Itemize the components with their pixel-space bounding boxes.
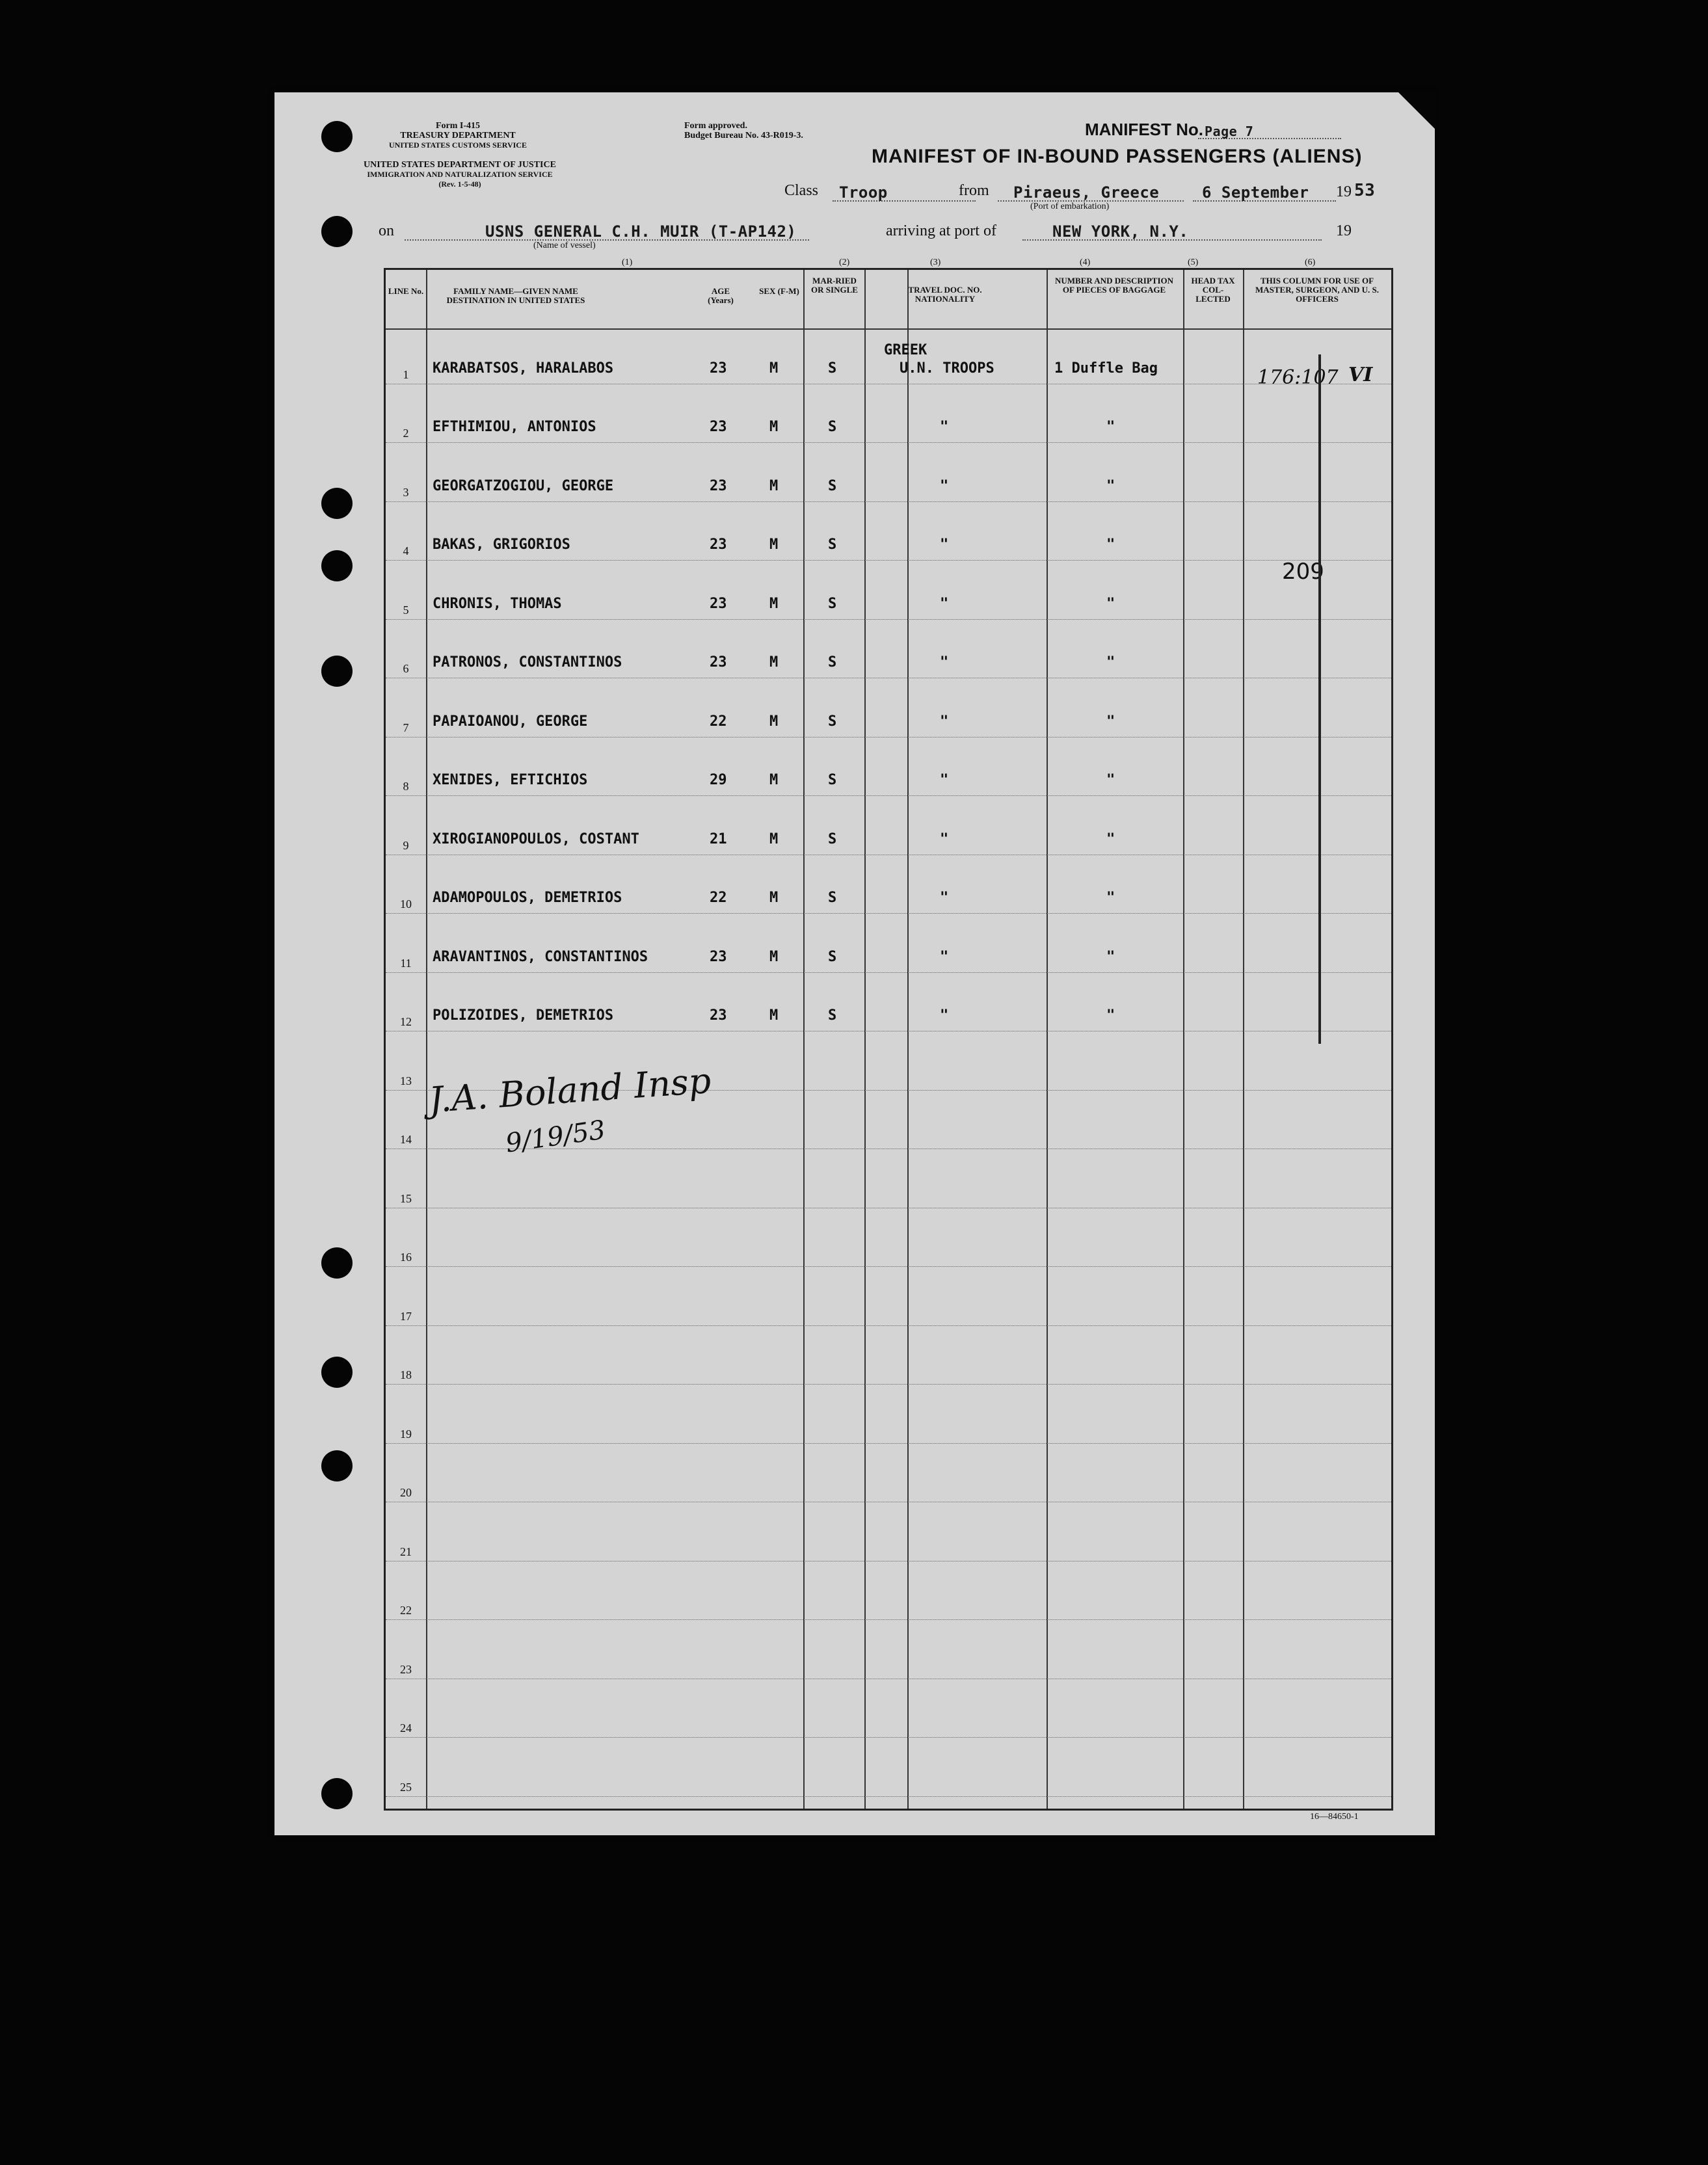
marital-status: S [828, 360, 837, 377]
from-label: from [959, 182, 989, 199]
row-rule [386, 795, 1391, 796]
passenger-age: 23 [710, 595, 727, 612]
row-rule [386, 501, 1391, 502]
passenger-name: BAKAS, GRIGORIOS [433, 537, 570, 553]
arrival-port: NEW YORK, N.Y. [1052, 222, 1189, 241]
passenger-age: 23 [710, 654, 727, 671]
approval-block [684, 121, 803, 140]
passenger-sex: M [769, 948, 779, 965]
passenger-sex: M [769, 713, 779, 730]
travel-document: U.N. TROOPS [900, 360, 994, 377]
budget-bureau-line: Budget Bureau No. 43-R019-3. [684, 131, 803, 140]
vessel-value: USNS GENERAL C.H. MUIR (T-AP142) [485, 222, 797, 241]
row-rule [386, 913, 1391, 914]
line-number: 9 [403, 838, 409, 852]
travel-document: " [940, 537, 949, 553]
folded-corner [1397, 91, 1436, 130]
passenger-sex: M [769, 830, 779, 847]
passenger-sex: M [769, 654, 779, 671]
arriving-label: arriving at port of [886, 222, 996, 239]
passenger-age: 29 [710, 772, 727, 788]
passenger-sex: M [769, 419, 779, 435]
line-number: 2 [403, 427, 409, 440]
on-label: on [379, 222, 394, 239]
from-value: Piraeus, Greece [1013, 183, 1160, 202]
passenger-sex: M [769, 537, 779, 553]
marital-status: S [828, 948, 837, 965]
travel-document: " [940, 1007, 949, 1024]
officer-mark: VI [1348, 364, 1373, 386]
row-rule [386, 442, 1391, 443]
punch-hole [321, 1450, 353, 1481]
travel-document: " [940, 772, 949, 788]
date-value: 6 September [1202, 183, 1309, 202]
passenger-name: GEORGATZOGIOU, GEORGE [433, 477, 614, 494]
col-header-baggage: NUMBER AND DESCRIPTION OF PIECES OF BAGGAGE [1054, 276, 1174, 295]
passenger-name: CHRONIS, THOMAS [433, 595, 562, 612]
col-header-sex: SEX (F-M) [759, 286, 799, 296]
row-rule [386, 1443, 1391, 1444]
line-number: 11 [400, 956, 412, 970]
officer-note: 176:107 [1257, 366, 1339, 389]
passenger-age: 23 [710, 360, 727, 377]
line-number: 10 [400, 897, 412, 910]
line-number: 23 [400, 1662, 412, 1676]
dept-block [353, 160, 567, 189]
line-number: 14 [400, 1133, 412, 1146]
form-number: Form I-415 [435, 121, 481, 131]
form-block [373, 121, 542, 150]
baggage-description: " [1106, 948, 1115, 965]
col-header-married: MAR-RIED OR SINGLE [811, 276, 858, 295]
line-number: 18 [400, 1368, 412, 1381]
passenger-sex: M [769, 890, 779, 906]
baggage-description: " [1106, 713, 1115, 730]
line-number: 7 [403, 721, 409, 734]
punch-hole [321, 488, 353, 519]
line-number: 16 [400, 1251, 412, 1264]
travel-document: " [940, 419, 949, 435]
column-number: (2) [839, 258, 850, 267]
punch-hole [321, 216, 353, 247]
manifest-no-value: Page 7 [1205, 124, 1254, 139]
marital-status: S [828, 1007, 837, 1024]
approval-line: Form approved. [684, 121, 747, 131]
line-number: 5 [403, 603, 409, 617]
passenger-age: 23 [710, 477, 727, 494]
marital-status: S [828, 772, 837, 788]
passenger-age: 23 [710, 948, 727, 965]
passenger-name: KARABATSOS, HARALABOS [433, 360, 614, 377]
marital-status: S [828, 713, 837, 730]
marital-status: S [828, 830, 837, 847]
line-number: 3 [403, 485, 409, 499]
line-number: 17 [400, 1309, 412, 1323]
row-rule [386, 1325, 1391, 1326]
column-number: (3) [930, 258, 941, 267]
baggage-description: " [1106, 537, 1115, 553]
line-number: 6 [403, 662, 409, 675]
passenger-sex: M [769, 477, 779, 494]
col-header-travel: TRAVEL DOC. NO. NATIONALITY [908, 285, 982, 304]
passenger-name: PAPAIOANOU, GEORGE [433, 713, 588, 730]
baggage-description: " [1106, 477, 1115, 494]
bracket-line [1318, 354, 1321, 1044]
travel-document: " [940, 830, 949, 847]
punch-hole [321, 1247, 353, 1279]
column-number: (1) [622, 258, 633, 267]
punch-hole [321, 121, 353, 152]
passenger-name: EFTHIMIOU, ANTONIOS [433, 419, 596, 435]
punch-hole [321, 1778, 353, 1809]
line-number: 19 [400, 1427, 412, 1441]
passenger-age: 22 [710, 713, 727, 730]
baggage-description: " [1106, 654, 1115, 671]
manifest-sheet [274, 92, 1435, 1835]
line-number: 21 [400, 1545, 412, 1558]
passenger-name: POLIZOIDES, DEMETRIOS [433, 1007, 614, 1024]
col-header-tax: HEAD TAX COL-LECTED [1191, 276, 1235, 304]
year-prefix: 19 [1336, 183, 1352, 200]
row-rule [386, 972, 1391, 973]
class-label: Class [784, 182, 819, 199]
treasury-label: TREASURY DEPARTMENT [400, 131, 516, 140]
passenger-age: 23 [710, 419, 727, 435]
passenger-age: 23 [710, 1007, 727, 1024]
marital-status: S [828, 654, 837, 671]
col-header-name: FAMILY NAME—GIVEN NAME DESTINATION IN UNITED STATES [446, 286, 585, 305]
manifest-no-label: MANIFEST No. [1085, 120, 1203, 139]
passenger-name: XENIDES, EFTICHIOS [433, 772, 588, 788]
passenger-table [384, 268, 1393, 1811]
row-rule [386, 1796, 1391, 1797]
passenger-sex: M [769, 772, 779, 788]
passenger-sex: M [769, 360, 779, 377]
line-number: 15 [400, 1191, 412, 1205]
row-rule [386, 560, 1391, 561]
customs-label: UNITED STATES CUSTOMS SERVICE [389, 140, 527, 150]
passenger-nationality: GREEK [884, 341, 927, 358]
baggage-description: " [1106, 1007, 1115, 1024]
travel-document: " [940, 595, 949, 612]
ins-label: IMMIGRATION AND NATURALIZATION SERVICE [367, 170, 553, 179]
inspector-signature: J.A. Boland Insp [427, 1059, 713, 1121]
row-rule [386, 1619, 1391, 1620]
travel-document: " [940, 890, 949, 906]
column-number: (6) [1305, 258, 1316, 267]
baggage-description: 1 Duffle Bag [1054, 360, 1158, 377]
line-number: 24 [400, 1721, 412, 1734]
punch-hole [321, 1357, 353, 1388]
line-number: 20 [400, 1486, 412, 1499]
year-value: 53 [1354, 181, 1376, 200]
col-header-age: AGE (Years) [708, 286, 734, 305]
baggage-description: " [1106, 595, 1115, 612]
year2-prefix: 19 [1336, 222, 1352, 239]
col-header-line: LINE No. [388, 286, 424, 296]
line-number: 4 [403, 544, 409, 557]
baggage-description: " [1106, 890, 1115, 906]
line-number: 25 [400, 1780, 412, 1794]
page-title: MANIFEST OF IN-BOUND PASSENGERS (ALIENS) [872, 146, 1363, 167]
signature-date: 9/19/53 [503, 1115, 607, 1159]
column-number: (4) [1080, 258, 1091, 267]
passenger-age: 23 [710, 537, 727, 553]
marital-status: S [828, 537, 837, 553]
passenger-name: XIROGIANOPOULOS, COSTANT [433, 830, 639, 847]
column-number: (5) [1188, 258, 1199, 267]
port-caption: (Port of embarkation) [1030, 202, 1110, 211]
punch-hole [321, 656, 353, 687]
row-rule [386, 1384, 1391, 1385]
form-code: 16—84650-1 [1310, 1812, 1359, 1822]
punch-hole [321, 550, 353, 581]
marital-status: S [828, 419, 837, 435]
row-rule [386, 619, 1391, 620]
line-number: 12 [400, 1015, 412, 1028]
marital-status: S [828, 595, 837, 612]
marital-status: S [828, 477, 837, 494]
line-number: 8 [403, 780, 409, 793]
travel-document: " [940, 654, 949, 671]
doj-label: UNITED STATES DEPARTMENT OF JUSTICE [364, 160, 556, 170]
row-rule [386, 1266, 1391, 1267]
vessel-caption: (Name of vessel) [533, 241, 596, 250]
line-number: 1 [403, 367, 409, 381]
baggage-description: " [1106, 419, 1115, 435]
revision-label: (Rev. 1-5-48) [438, 179, 481, 189]
marital-status: S [828, 890, 837, 906]
passenger-name: ADAMOPOULOS, DEMETRIOS [433, 890, 622, 906]
passenger-sex: M [769, 1007, 779, 1024]
header-divider [386, 328, 1391, 330]
passenger-name: PATRONOS, CONSTANTINOS [433, 654, 622, 671]
class-value: Troop [839, 183, 888, 202]
row-rule [386, 1737, 1391, 1738]
baggage-description: " [1106, 772, 1115, 788]
travel-document: " [940, 713, 949, 730]
passenger-name: ARAVANTINOS, CONSTANTINOS [433, 948, 648, 965]
line-number: 13 [400, 1074, 412, 1087]
baggage-description: " [1106, 830, 1115, 847]
passenger-age: 22 [710, 890, 727, 906]
passenger-age: 21 [710, 830, 727, 847]
travel-document: " [940, 477, 949, 494]
travel-document: " [940, 948, 949, 965]
passenger-count: 209 [1282, 559, 1324, 585]
col-header-officers: THIS COLUMN FOR USE OF MASTER, SURGEON, AND U. S. OFFICERS [1255, 276, 1379, 304]
line-number: 22 [400, 1604, 412, 1617]
passenger-sex: M [769, 595, 779, 612]
